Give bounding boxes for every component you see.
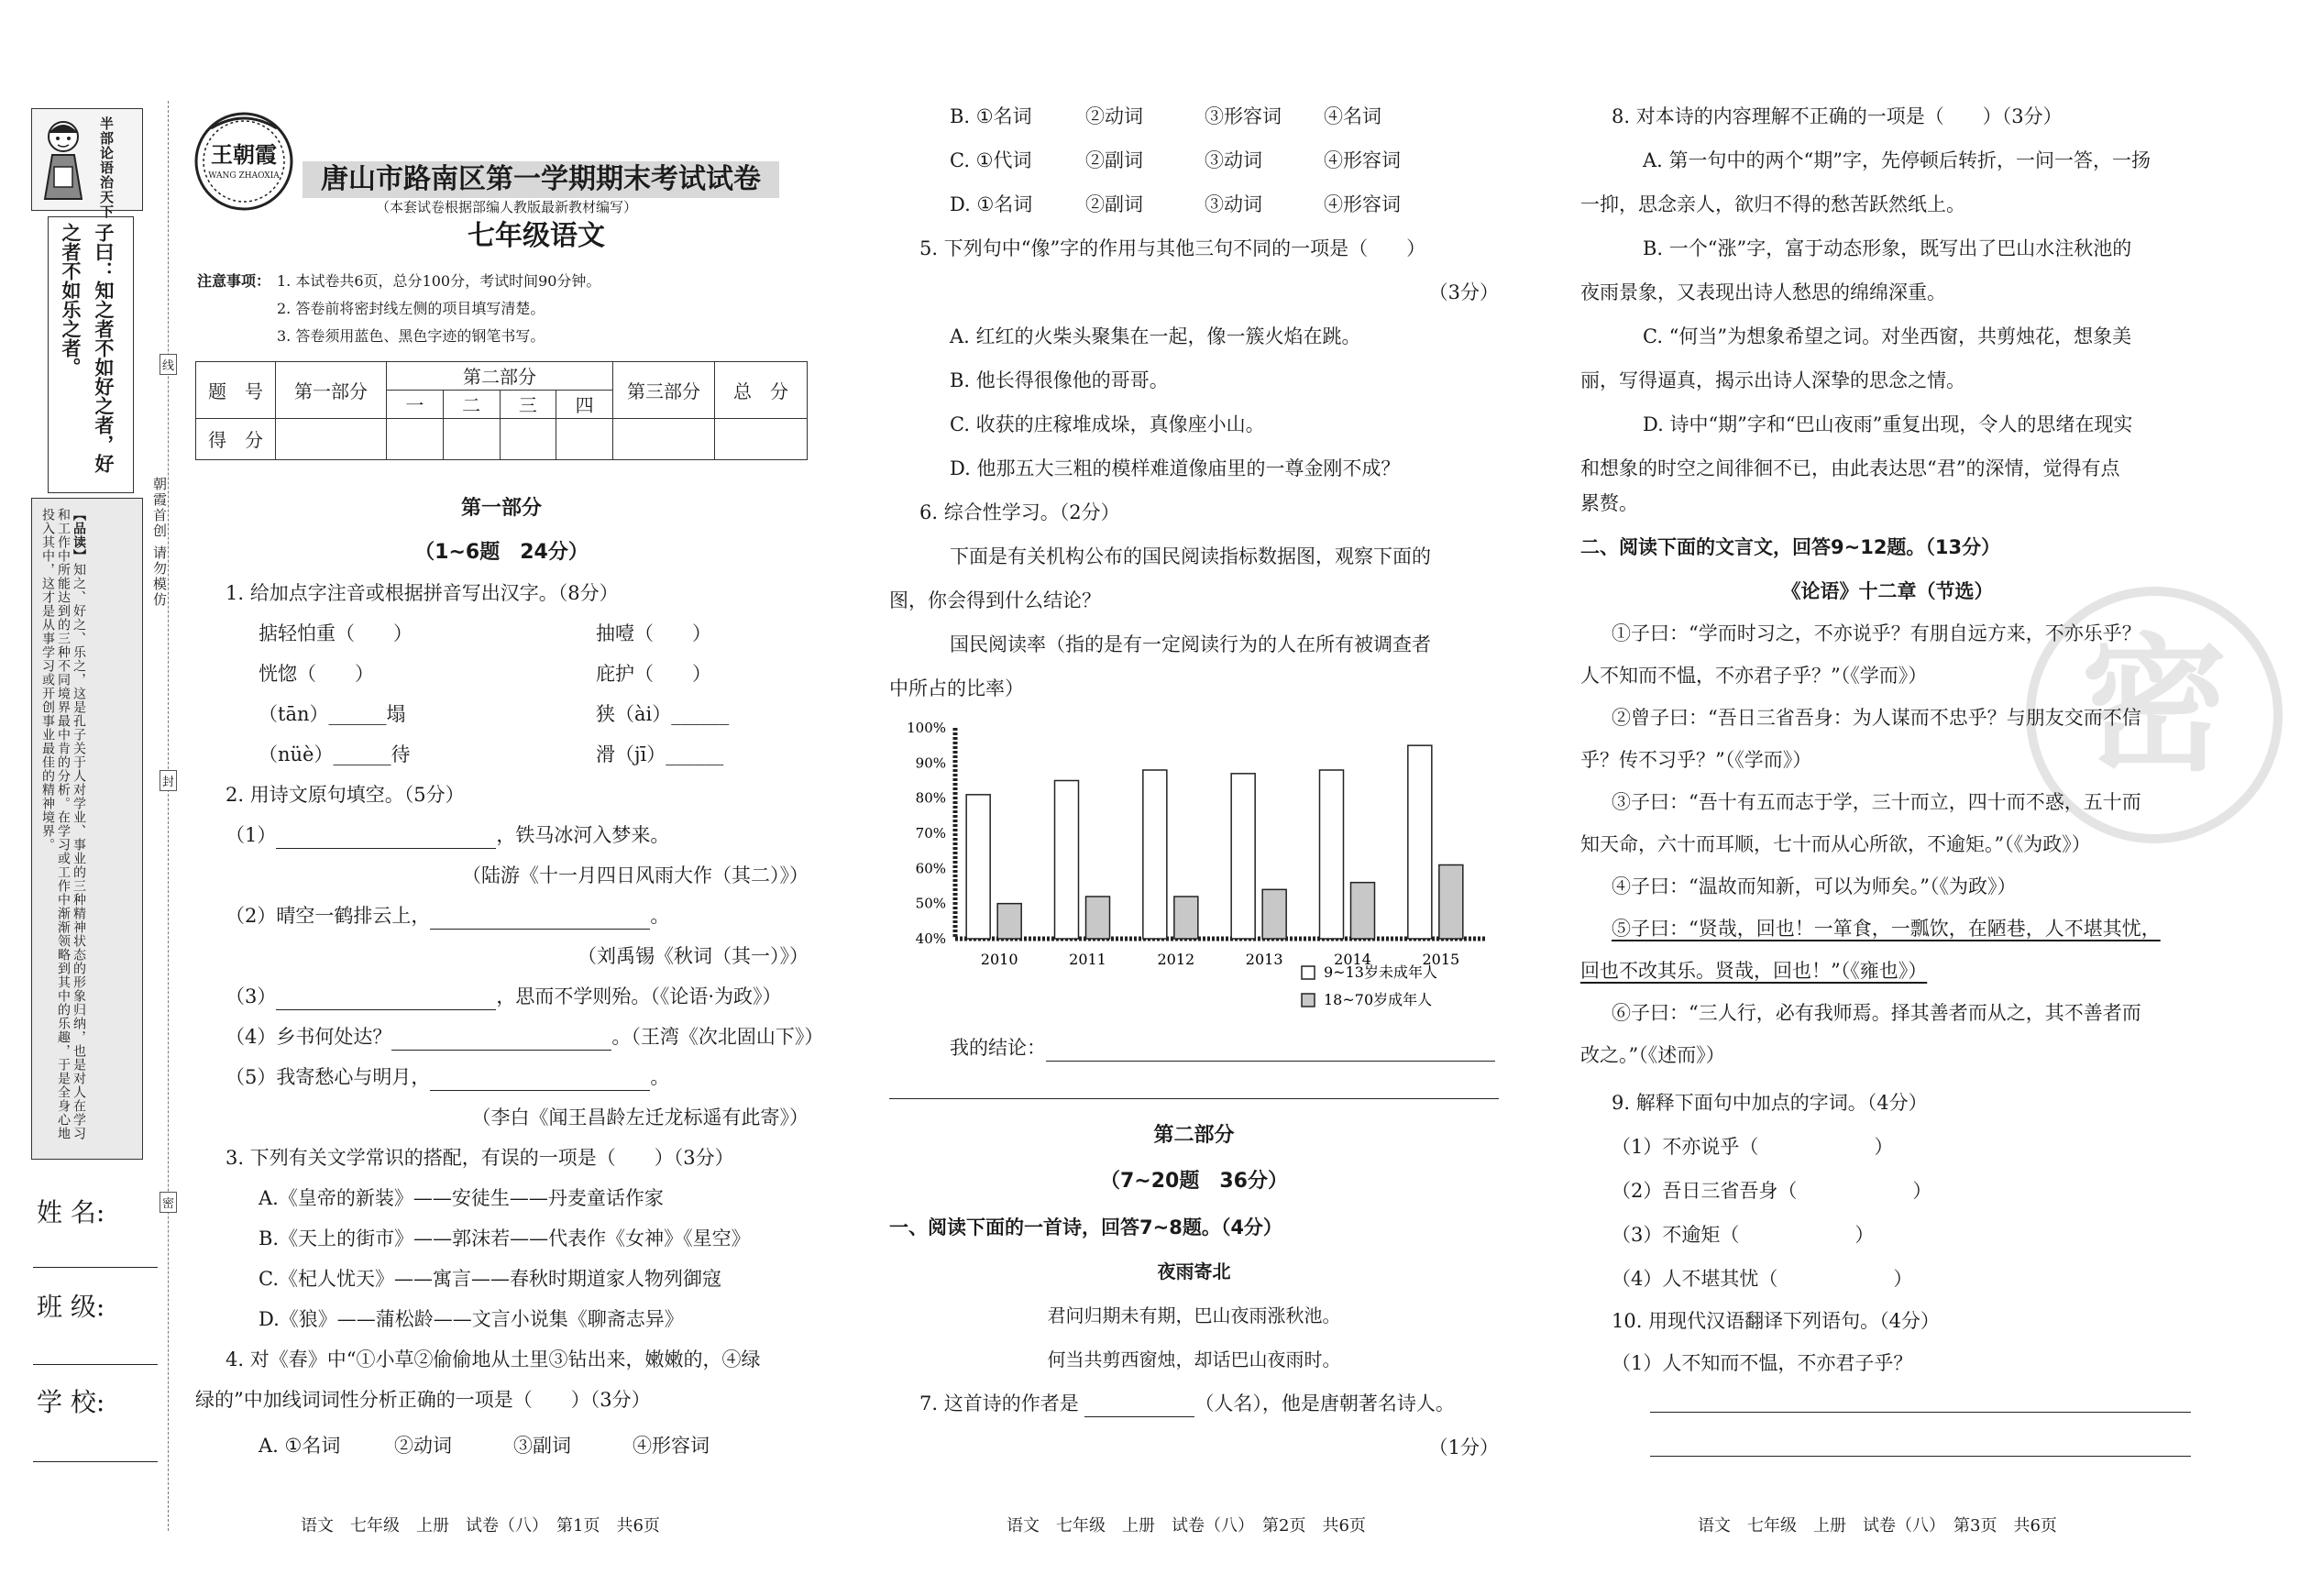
chapter-6: ⑥子曰：“三人行，必有我师焉。择其善者而从之，其不善者而	[1612, 1002, 2141, 1024]
q4-a-part: A. ①名词	[259, 1435, 341, 1457]
bar-minor-2010	[966, 795, 990, 939]
q2-line	[226, 821, 669, 849]
q5-stem: 5. 下列句中“像”字的作用与其他三句不同的一项是（ ）	[919, 237, 1426, 259]
q8-option[interactable]: D. 诗中“期”字和“巴山夜雨”重复出现，令人的思绪在现实	[1643, 413, 2133, 435]
chapter-6-cont: 改之。”（《述而》）	[1580, 1044, 1725, 1066]
q2-2-blank[interactable]	[430, 908, 650, 930]
pindu-text	[39, 508, 86, 1150]
notice-2: 2. 答卷前将密封线左侧的项目填写清楚。	[277, 300, 545, 317]
q6-para: 国民阅读率（指的是有一定阅读行为的人在所有被调查者	[950, 633, 1431, 655]
quote-text: 子曰：知之者不如好之者，好之者不如乐之者。	[60, 223, 116, 473]
answer-line[interactable]	[1650, 1456, 2191, 1457]
conclusion-blank[interactable]	[1046, 1040, 1495, 1062]
q4-b-part: ②动词	[1085, 105, 1143, 127]
q4-c-part: ④形容词	[1324, 149, 1401, 171]
q3-option[interactable]: D.《狼》——蒲松龄——文言小说集《聊斋志异》	[259, 1308, 684, 1330]
q2-1-blank[interactable]	[276, 828, 496, 849]
q6-para: 中所占的比率）	[889, 677, 1024, 699]
seal-mark-feng: 封	[160, 770, 177, 791]
q5-score: （3分）	[1428, 281, 1499, 303]
q4-a-part: ③副词	[513, 1435, 571, 1457]
q2-3-blank[interactable]	[276, 989, 496, 1010]
chapter-3: ③子曰：“吾十有五而志于学，三十而立，四十而不惑，五十而	[1612, 791, 2141, 813]
q2-4-blank[interactable]	[391, 1029, 611, 1051]
score-header-part1: 第一部分	[276, 362, 387, 419]
y-tick-label: 100%	[907, 720, 946, 736]
seal-mark-xian: 线	[160, 354, 177, 375]
q4-stem-line1: 4. 对《春》中“①小草②偷偷地从土里③钻出来，嫩嫩的，④绿	[226, 1348, 761, 1370]
logo-sub: WANG ZHAOXIA	[208, 171, 280, 181]
q4-stem-line2: 绿的”中加线词词性分析正确的一项是（ ）（3分）	[195, 1389, 651, 1411]
q8-option[interactable]: C. “何当”为想象希望之词。对坐西窗，共剪烛花，想象美	[1643, 325, 2132, 347]
school-label: 学 校:	[37, 1387, 105, 1417]
x-tick-label: 2015	[1422, 951, 1460, 968]
score-sub-1: 一	[387, 390, 444, 418]
q2-4-prefix: （4）乡书何处达？	[226, 1026, 392, 1048]
q7-stem	[919, 1390, 1455, 1417]
q10-stem: 10. 用现代汉语翻译下列语句。（4分）	[1612, 1310, 1940, 1332]
q4-option-b[interactable]	[950, 103, 1381, 130]
bar-minor-2012	[1143, 770, 1167, 939]
score-header-total: 总 分	[715, 362, 808, 419]
pindu-box	[31, 498, 143, 1160]
bar-minor-2015	[1408, 745, 1432, 939]
score-header-part2: 第二部分	[387, 362, 613, 391]
notice-1: 1. 本试卷共6页，总分100分，考试时间90分钟。	[277, 272, 601, 290]
answer-line[interactable]	[1650, 1412, 2191, 1413]
part1-title: 第一部分	[460, 497, 542, 520]
q9-item[interactable]: （2）吾日三省吾身（ ）	[1612, 1180, 1932, 1202]
q5-option[interactable]: B. 他长得很像他的哥哥。	[950, 369, 1169, 391]
q10-1: （1）人不知而不愠，不亦君子乎？	[1612, 1352, 1913, 1374]
text-title: 《论语》十二章（节选）	[1781, 580, 1994, 602]
q1-stem: 1. 给加点字注音或根据拼音写出汉字。（8分）	[226, 582, 619, 604]
y-tick-label: 70%	[915, 825, 946, 842]
q2-line	[226, 1063, 669, 1091]
q2-2-prefix: （2）晴空一鹤排云上，	[226, 905, 431, 927]
q8-stem: 8. 对本诗的内容理解不正确的一项是（ ）（3分）	[1612, 105, 2063, 127]
q5-option[interactable]: A. 红红的火柴头聚集在一起，像一簇火焰在跳。	[950, 325, 1361, 347]
y-tick-label: 50%	[915, 895, 946, 912]
score-table	[195, 361, 808, 460]
grade-subject: 七年级语文	[468, 220, 605, 252]
q4-a-part: ②动词	[394, 1435, 452, 1457]
score-header-part3: 第三部分	[613, 362, 715, 419]
bar-minor-2013	[1231, 774, 1255, 939]
q3-stem: 3. 下列有关文学常识的搭配，有误的一项是（ ）（3分）	[226, 1147, 734, 1169]
part2-range: （7~20题 36分）	[1100, 1170, 1288, 1193]
q8-option-cont: 累赘。	[1580, 492, 1638, 514]
q5-option[interactable]: D. 他那五大三粗的模样难道像庙里的一尊金刚不成？	[950, 457, 1401, 479]
conclusion-line-2[interactable]	[889, 1098, 1499, 1099]
q4-option-d[interactable]	[950, 191, 1401, 218]
chapter-5-cont: 回也不改其乐。贤哉，回也！”（《雍也》）	[1580, 960, 1928, 982]
score-cell[interactable]	[556, 418, 613, 459]
q3-option[interactable]: C.《杞人忧天》——寓言——春秋时期道家人物列御寇	[259, 1268, 721, 1290]
q8-option-cont: 和想象的时空之间徘徊不已，由此表达思“君”的深情，觉得有点	[1580, 457, 2120, 479]
chapter-3-cont: 知天命，六十而耳顺，七十而从心所欲，不逾矩。”（《为政》）	[1580, 833, 2091, 855]
class-field[interactable]	[33, 1364, 158, 1365]
x-tick-label: 2010	[980, 951, 1018, 968]
part2-title: 第二部分	[1153, 1124, 1235, 1147]
score-cell[interactable]	[276, 418, 387, 459]
slogan-box	[31, 108, 143, 219]
q8-option[interactable]: B. 一个“涨”字，富于动态形象，既写出了巴山水注秋池的	[1643, 237, 2132, 259]
q4-option-a[interactable]	[259, 1432, 710, 1459]
q2-1-suffix: ，铁马冰河入梦来。	[496, 824, 670, 846]
score-sub-3: 三	[500, 390, 556, 418]
q2-line	[226, 902, 669, 930]
footer-page-1: 语文 七年级 上册 试卷（八） 第1页 共6页	[301, 1516, 660, 1535]
watermark-text: 密	[2080, 620, 2228, 791]
poem-line-1: 君问归期未有期，巴山夜雨涨秋池。	[1047, 1304, 1341, 1326]
part1-range: （1~6题 24分）	[414, 541, 589, 564]
q4-b-part: B. ①名词	[950, 105, 1032, 127]
q4-b-part: ④名词	[1324, 105, 1381, 127]
x-tick-label: 2011	[1069, 951, 1106, 968]
bar-adult-2012	[1174, 897, 1198, 939]
x-tick-label: 2014	[1334, 951, 1371, 968]
legend-label: 18~70岁成年人	[1324, 991, 1433, 1008]
notice-3: 3. 答卷须用蓝色、黑色字迹的钢笔书写。	[277, 327, 545, 345]
chapter-1: ①子曰：“学而时习之，不亦说乎？有朋自远方来，不亦乐乎？	[1612, 622, 2141, 644]
q2-line	[226, 983, 782, 1010]
q4-d-part: D. ①名词	[950, 193, 1033, 215]
q7-prefix: 7. 这首诗的作者是	[919, 1392, 1079, 1414]
q4-c-part: C. ①代词	[950, 149, 1032, 171]
q8-option-cont: 丽，写得逼真，揭示出诗人深挚的思念之情。	[1580, 369, 1965, 391]
q2-1-source: （陆游《十一月四日风雨大作（其二）》）	[462, 864, 809, 886]
y-tick-label: 90%	[915, 754, 946, 772]
q2-3-prefix: （3）	[226, 985, 277, 1007]
score-row-label: 得 分	[196, 418, 276, 459]
section2-heading: 二、阅读下面的文言文，回答9~12题。（13分）	[1580, 536, 2001, 558]
q2-2-source: （刘禹锡《秋词（其一）》）	[578, 945, 809, 967]
q4-a-part: ④形容词	[633, 1435, 710, 1457]
binding-line	[168, 101, 169, 1531]
q4-b-part: ③形容词	[1205, 105, 1282, 127]
chapter-1-cont: 人不知而不愠，不亦君子乎？”（《学而》）	[1580, 665, 1928, 687]
q6-para: 图，你会得到什么结论？	[889, 589, 1101, 611]
q3-option[interactable]: A.《皇帝的新装》——安徒生——丹麦童话作家	[259, 1187, 664, 1209]
q1-item: 狭（ài）______	[596, 703, 730, 725]
q2-5-prefix: （5）我寄愁心与明月，	[226, 1066, 431, 1088]
q8-option-cont: 夜雨景象，又表现出诗人愁思的绵绵深重。	[1580, 281, 1946, 303]
section1-heading: 一、阅读下面的一首诗，回答7~8题。（4分）	[889, 1216, 1282, 1238]
poem-line-2: 何当共剪西窗烛，却话巴山夜雨时。	[1047, 1348, 1341, 1370]
score-sub-4: 四	[556, 390, 613, 418]
q2-5-blank[interactable]	[430, 1070, 650, 1091]
q5-option[interactable]: C. 收获的庄稼堆成垛，真像座小山。	[950, 413, 1265, 435]
copyright-note: 朝霞首创 请勿模仿	[151, 477, 168, 608]
name-field[interactable]	[33, 1267, 158, 1268]
q7-blank[interactable]	[1084, 1396, 1194, 1417]
q4-d-part: ②副词	[1085, 193, 1143, 215]
q1-item: 掂轻怕重（ ）	[259, 622, 413, 644]
bar-adult-2014	[1351, 883, 1375, 939]
q8-option-cont: 一抑，思念亲人，欲归不得的愁苦跃然纸上。	[1580, 193, 1965, 215]
score-cell[interactable]	[715, 418, 808, 459]
q4-d-part: ④形容词	[1324, 193, 1401, 215]
score-cell[interactable]	[613, 418, 715, 459]
q3-option[interactable]: B.《天上的街市》——郭沫若——代表作《女神》《星空》	[259, 1227, 751, 1249]
bar-adult-2013	[1262, 889, 1286, 939]
q4-option-c[interactable]	[950, 147, 1401, 174]
pindu-body: 知之、好之、乐之，这是孔子关于人对学业、事业的三种精神状态的形象归纳，也是对人在学习和工作中所能达到的三种不同境界最中肯的分析。在学习或工作中渐渐领略到其中的乐趣，于是全身心地投入其中，这才是从事学习或开创事业最佳的精神境界。	[40, 508, 86, 1140]
x-tick-label: 2013	[1245, 951, 1283, 968]
footer-page-3: 语文 七年级 上册 试卷（八） 第3页 共6页	[1698, 1516, 2057, 1535]
chapter-5: ⑤子曰：“贤哉，回也！一箪食，一瓢饮，在陋巷，人不堪其忧，	[1612, 918, 2161, 940]
exam-title: 唐山市路南区第一学期期末考试试卷	[321, 163, 761, 195]
q2-5-suffix: 。	[650, 1066, 670, 1088]
score-cell[interactable]	[443, 418, 500, 459]
footer-page-2: 语文 七年级 上册 试卷（八） 第2页 共6页	[1007, 1516, 1366, 1535]
chapter-2-cont: 乎？传不习乎？”（《学而》）	[1580, 749, 1812, 771]
q7-score: （1分）	[1428, 1436, 1499, 1458]
y-tick-label: 80%	[915, 789, 946, 807]
legend-label: 9~13岁未成年人	[1324, 963, 1437, 981]
bar-adult-2015	[1439, 865, 1463, 940]
boy-figure-icon	[36, 116, 91, 204]
q2-2-suffix: 。	[650, 905, 670, 927]
seal-mark-mi: 密	[160, 1192, 177, 1213]
q2-4-suffix: 。（王湾《次北固山下》）	[611, 1026, 824, 1048]
score-sub-2: 二	[443, 390, 500, 418]
q8-option[interactable]: A. 第一句中的两个“期”字，先停顿后转折，一问一答，一扬	[1643, 149, 2151, 171]
q9-item[interactable]: （3）不逾矩（ ）	[1612, 1224, 1875, 1246]
q1-item: 庇护（ ）	[596, 663, 711, 685]
q4-d-part: ③动词	[1205, 193, 1262, 215]
slogan-text: 半部论语治天下	[98, 116, 115, 219]
q6-stem: 6. 综合性学习。（2分）	[919, 501, 1120, 523]
q4-c-part: ③动词	[1205, 149, 1262, 171]
name-label: 姓 名:	[37, 1197, 105, 1227]
score-header-question: 题 号	[196, 362, 276, 419]
conclusion-label: 我的结论：	[950, 1037, 1046, 1059]
q7-suffix: （人名），他是唐朝著名诗人。	[1194, 1392, 1455, 1414]
class-label: 班 级:	[37, 1292, 105, 1322]
legend-swatch	[1302, 994, 1315, 1007]
bar-minor-2011	[1055, 781, 1079, 940]
bar-adult-2010	[997, 904, 1021, 939]
q2-stem: 2. 用诗文原句填空。（5分）	[226, 784, 465, 806]
q6-para: 下面是有关机构公布的国民阅读指标数据图，观察下面的	[950, 545, 1431, 567]
chapter-2: ②曾子曰：“吾日三省吾身：为人谋而不忠乎？与朋友交而不信	[1612, 707, 2141, 729]
bar-adult-2011	[1086, 897, 1110, 939]
y-tick-label: 40%	[915, 930, 946, 947]
reading-rate-chart	[889, 715, 1494, 1018]
q1-item: 恍惚（ ）	[259, 663, 374, 685]
bar-minor-2014	[1320, 770, 1344, 939]
logo-text: 王朝霞	[211, 142, 277, 168]
q2-1-prefix: （1）	[226, 824, 277, 846]
quote-box	[48, 216, 134, 493]
chapter-4: ④子曰：“温故而知新，可以为师矣。”（《为政》）	[1612, 875, 2017, 897]
poem-title: 夜雨寄北	[1157, 1260, 1231, 1282]
sidebar	[31, 108, 141, 1162]
x-tick-label: 2012	[1157, 951, 1195, 968]
score-cell[interactable]	[387, 418, 444, 459]
q1-item: 滑（jī）______	[596, 743, 724, 765]
notice-label: 注意事项：	[197, 272, 271, 290]
school-field[interactable]	[33, 1461, 158, 1462]
pindu-label: 【品读】	[72, 508, 86, 563]
q1-item: （nüè）______待	[259, 743, 411, 765]
q9-item[interactable]: （1）不亦说乎（ ）	[1612, 1136, 1894, 1158]
q1-item: 抽噎（ ）	[596, 622, 711, 644]
q9-stem: 9. 解释下面句中加点的字词。（4分）	[1612, 1092, 1928, 1114]
q4-c-part: ②副词	[1085, 149, 1143, 171]
q9-item[interactable]: （4）人不堪其忧（ ）	[1612, 1268, 1913, 1290]
score-cell[interactable]	[500, 418, 556, 459]
q2-3-suffix: ，思而不学则殆。（《论语·为政》）	[496, 985, 782, 1007]
exam-subtitle: （本套试卷根据部编人教版最新教材编写）	[376, 199, 638, 215]
conclusion-line	[950, 1034, 1495, 1062]
q2-5-source: （李白《闻王昌龄左迁龙标遥有此寄》）	[471, 1106, 809, 1128]
y-tick-label: 60%	[915, 860, 946, 877]
brand-logo	[193, 110, 295, 213]
q2-line	[226, 1023, 823, 1051]
legend-swatch	[1302, 966, 1315, 979]
q1-item: （tān）______塌	[259, 703, 406, 725]
